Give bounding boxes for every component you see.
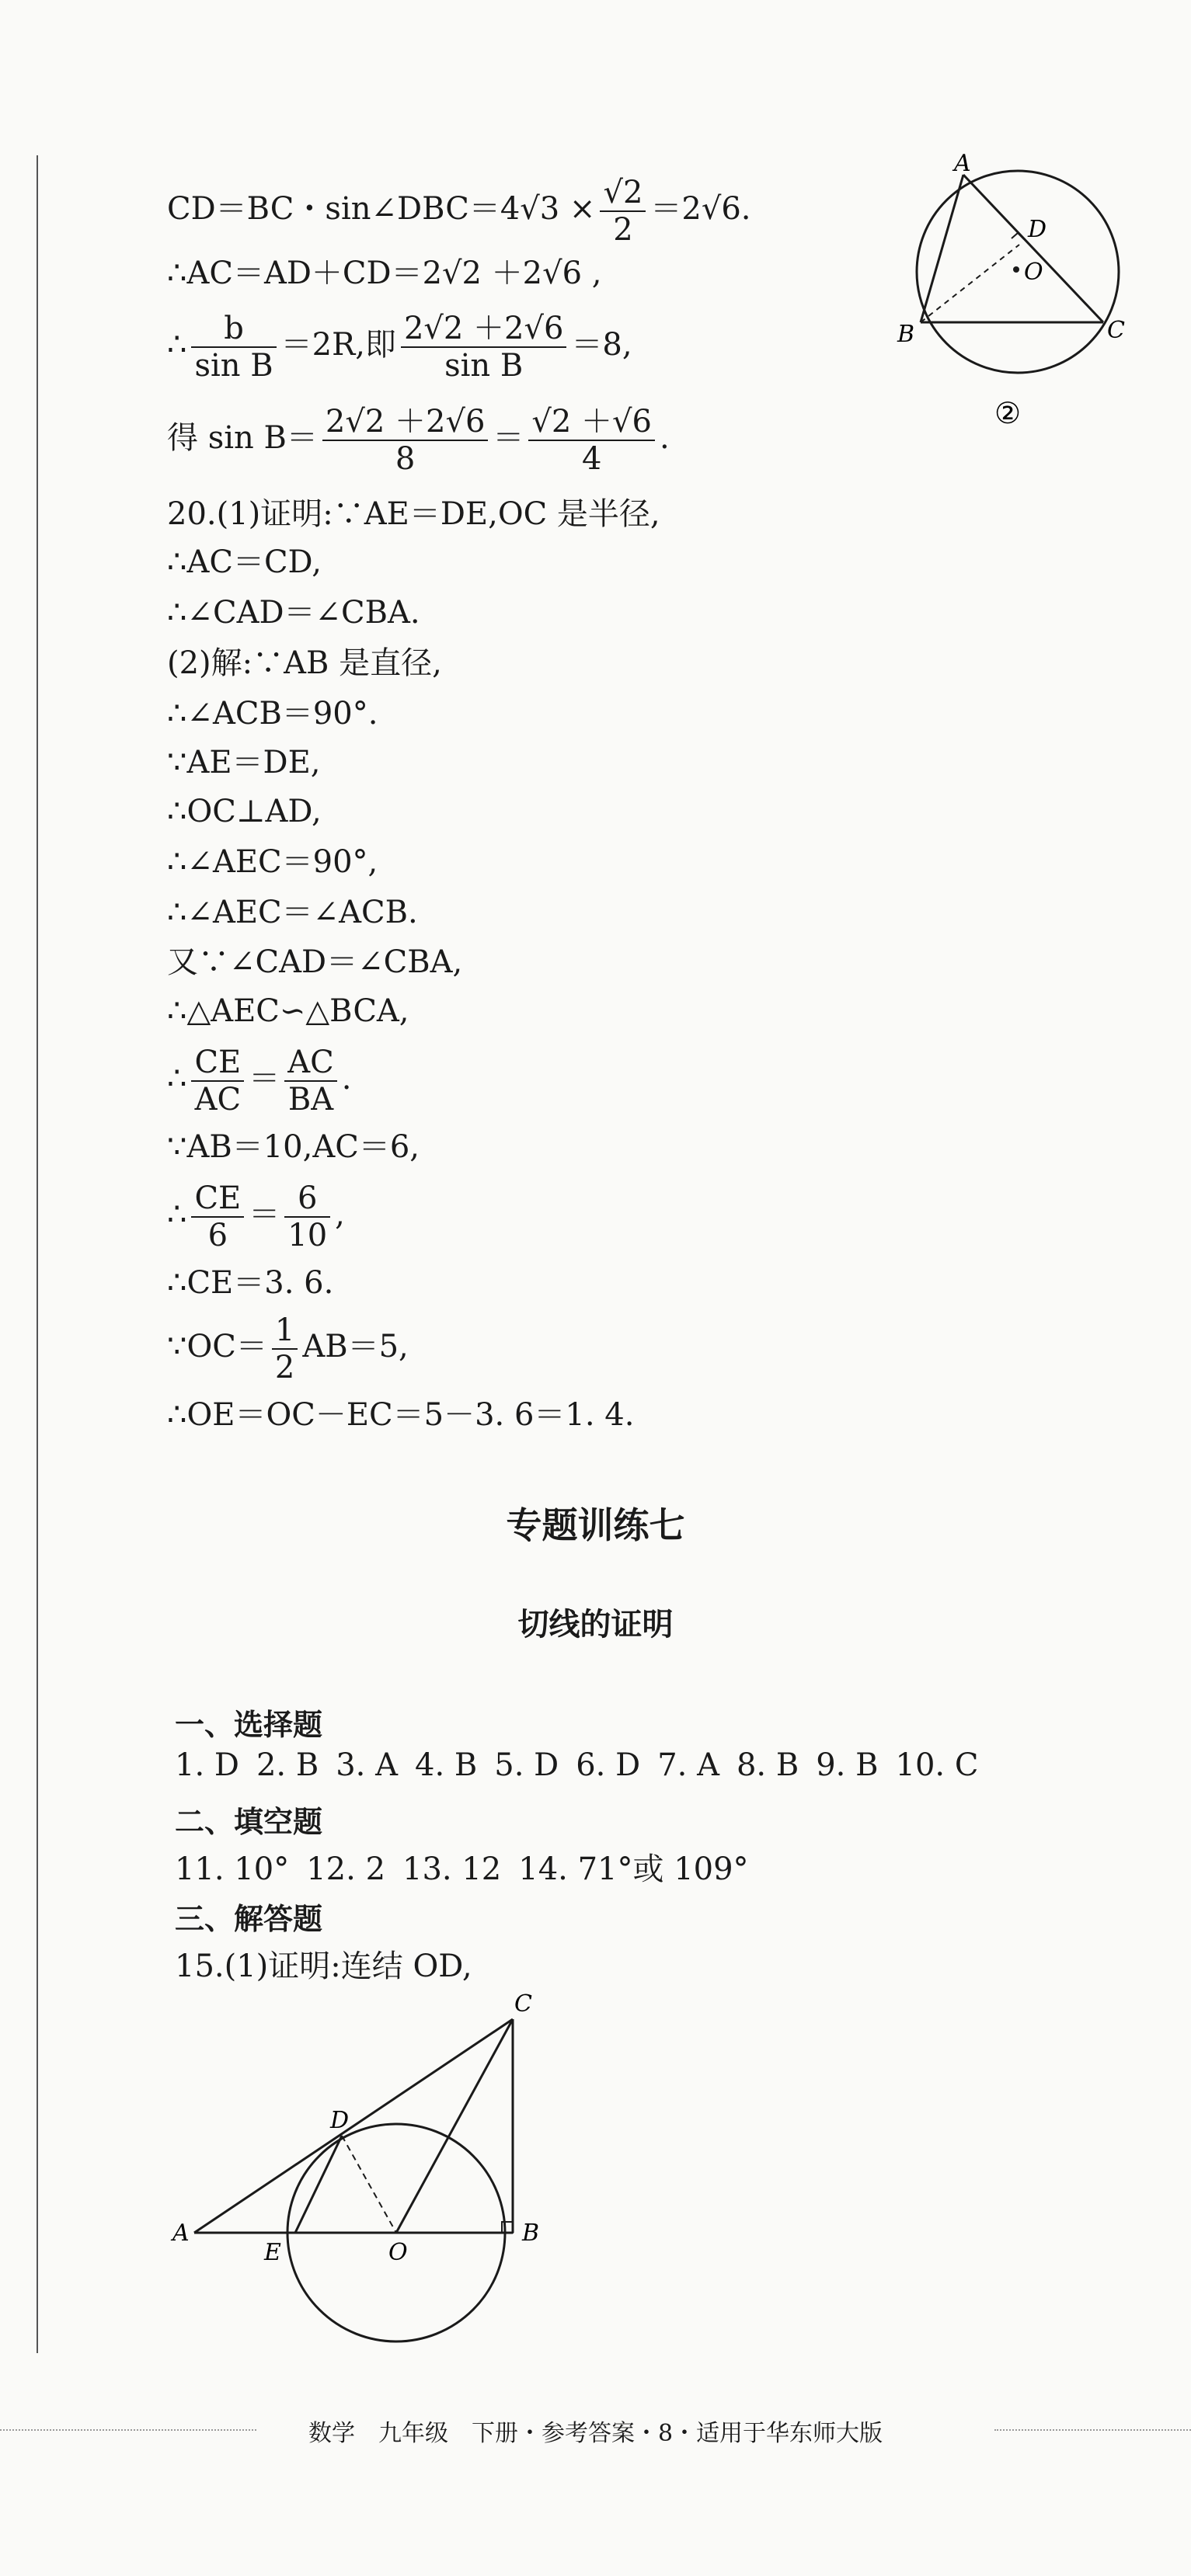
eq-line-2: ∴AC＝AD＋CD＝2√2 ＋2√6 , <box>167 256 602 291</box>
fraction <box>528 404 655 477</box>
numerator: √2 ＋√6 <box>528 404 655 441</box>
eq-text: ＝ <box>249 1197 280 1232</box>
segment-ac <box>963 175 1103 322</box>
fraction <box>401 311 567 384</box>
footer-text-wrap <box>0 2414 1191 2448</box>
eq-text: ＝2R,即 <box>280 327 396 363</box>
numerator: b <box>191 311 276 348</box>
margin-rule <box>37 155 38 2353</box>
figure-2-circle <box>893 148 1142 435</box>
eq-line-5: 20.(1)证明:∵AE＝DE,OC 是半径, <box>167 496 660 532</box>
answer: 5. D <box>494 1747 559 1783</box>
fraction <box>272 1312 298 1385</box>
eq-text: ∴ <box>167 1197 187 1232</box>
eq-line-12: ∴∠AEC＝90°, <box>167 844 378 880</box>
eq-line-17: ∵AB＝10,AC＝6, <box>167 1129 420 1165</box>
answer: 1. D <box>175 1747 239 1783</box>
segment-do-dashed <box>342 2136 396 2233</box>
eq-text: ∵OC＝ <box>167 1329 267 1364</box>
eq-line-20 <box>167 1312 409 1385</box>
label-o: O <box>388 2239 408 2266</box>
eq-text: . <box>341 1061 352 1097</box>
label-d: D <box>330 2107 350 2134</box>
center-point <box>1013 266 1019 273</box>
eq-line-18 <box>167 1180 345 1253</box>
answer: 10. C <box>895 1747 979 1783</box>
denominator: 2 <box>274 1350 295 1385</box>
eq-line-10: ∵AE＝DE, <box>167 745 321 780</box>
eq-text: ∴ <box>167 327 187 363</box>
eq-line-9: ∴∠ACB＝90°. <box>167 696 378 732</box>
eq-text: 得 sin B＝ <box>167 420 318 456</box>
label-b: B <box>522 2220 540 2247</box>
answer: 4. B <box>415 1747 478 1783</box>
denominator: sin B <box>444 348 524 384</box>
eq-text: ＝ <box>249 1061 280 1097</box>
eq-text: , <box>335 1197 345 1232</box>
solve-heading: 三、解答题 <box>175 1902 323 1936</box>
segment-ab <box>921 175 963 322</box>
footer-text: 数学 九年级 下册・参考答案・8・适用于华东师大版 <box>299 2420 892 2447</box>
fraction <box>191 311 276 384</box>
label-o: O <box>1024 259 1043 286</box>
eq-line-13: ∴∠AEC＝∠ACB. <box>167 895 418 930</box>
denominator: 4 <box>581 441 602 477</box>
fraction <box>191 1180 244 1253</box>
denominator: 8 <box>395 441 416 477</box>
denominator: 6 <box>207 1218 228 1253</box>
segment-bd-dashed <box>921 245 1019 322</box>
solve-line-1: 15.(1)证明:连结 OD, <box>175 1949 472 1984</box>
fraction <box>284 1180 330 1253</box>
page-footer <box>0 2414 1191 2445</box>
numerator: CE <box>191 1045 244 1082</box>
eq-line-4 <box>167 404 670 477</box>
answer: 7. A <box>657 1747 719 1783</box>
denominator: sin B <box>194 348 273 384</box>
denominator: 2 <box>613 212 633 248</box>
label-b: B <box>897 321 915 348</box>
fill-answers <box>175 1844 766 1889</box>
eq-line-16 <box>167 1045 351 1118</box>
fill-heading: 二、填空题 <box>175 1805 323 1839</box>
label-e: E <box>264 2239 281 2266</box>
answer: 6. D <box>576 1747 641 1783</box>
section-title: 专题训练七 <box>506 1504 685 1546</box>
eq-line-19: ∴CE＝3. 6. <box>167 1265 334 1301</box>
eq-line-6: ∴AC＝CD, <box>167 544 322 580</box>
numerator: 2√2 ＋2√6 <box>401 311 567 348</box>
label-c: C <box>1107 317 1125 344</box>
fraction <box>322 404 489 477</box>
numerator: AC <box>284 1045 337 1082</box>
choice-answers <box>175 1747 995 1783</box>
numerator: 1 <box>272 1312 298 1350</box>
eq-text: ＝2√6. <box>650 191 751 227</box>
figure-caption: ② <box>994 396 1022 430</box>
eq-line-3 <box>167 311 632 384</box>
eq-line-7: ∴∠CAD＝∠CBA. <box>167 595 420 631</box>
numerator: CE <box>191 1180 244 1218</box>
section-subtitle: 切线的证明 <box>517 1607 674 1643</box>
eq-line-14: 又∵∠CAD＝∠CBA, <box>167 944 463 980</box>
answer: 3. A <box>336 1747 398 1783</box>
answer: 13. 12 <box>402 1851 502 1887</box>
denominator: 10 <box>287 1218 328 1253</box>
eq-line-11: ∴OC⊥AD, <box>167 794 322 829</box>
segment-ac <box>194 2019 513 2233</box>
eq-text: AB＝5, <box>302 1329 409 1364</box>
answer: 14. 71°或 109° <box>518 1851 749 1887</box>
eq-text: ＝ <box>493 420 524 456</box>
eq-text: ∴ <box>167 1061 187 1097</box>
answer: 8. B <box>736 1747 799 1783</box>
choice-heading: 一、选择题 <box>175 1708 323 1742</box>
fraction <box>284 1045 337 1118</box>
answer: 12. 2 <box>306 1851 386 1887</box>
label-a: A <box>172 2220 190 2247</box>
label-c: C <box>514 1990 532 2018</box>
eq-line-15: ∴△AEC∽△BCA, <box>167 993 409 1029</box>
eq-text: ＝8, <box>571 327 632 363</box>
denominator: AC <box>194 1082 242 1118</box>
numerator: √2 <box>600 175 646 212</box>
answer: 9. B <box>816 1747 879 1783</box>
numerator: 6 <box>284 1180 330 1218</box>
fraction <box>191 1045 244 1118</box>
label-a: A <box>954 150 971 177</box>
numerator: 2√2 ＋2√6 <box>322 404 489 441</box>
denominator: BA <box>287 1082 334 1118</box>
eq-line-21: ∴OE＝OC－EC＝5－3. 6＝1. 4. <box>167 1397 635 1433</box>
fraction <box>600 175 646 248</box>
eq-line-8: (2)解:∵AB 是直径, <box>167 645 442 681</box>
figure-3-tangent <box>155 1988 575 2361</box>
eq-text: CD＝BC・sin∠DBC＝4√3 × <box>167 191 596 227</box>
answer: 11. 10° <box>175 1851 290 1887</box>
label-d: D <box>1028 216 1047 243</box>
answer: 2. B <box>256 1747 319 1783</box>
eq-line-1 <box>167 175 751 248</box>
eq-text: . <box>660 420 670 456</box>
